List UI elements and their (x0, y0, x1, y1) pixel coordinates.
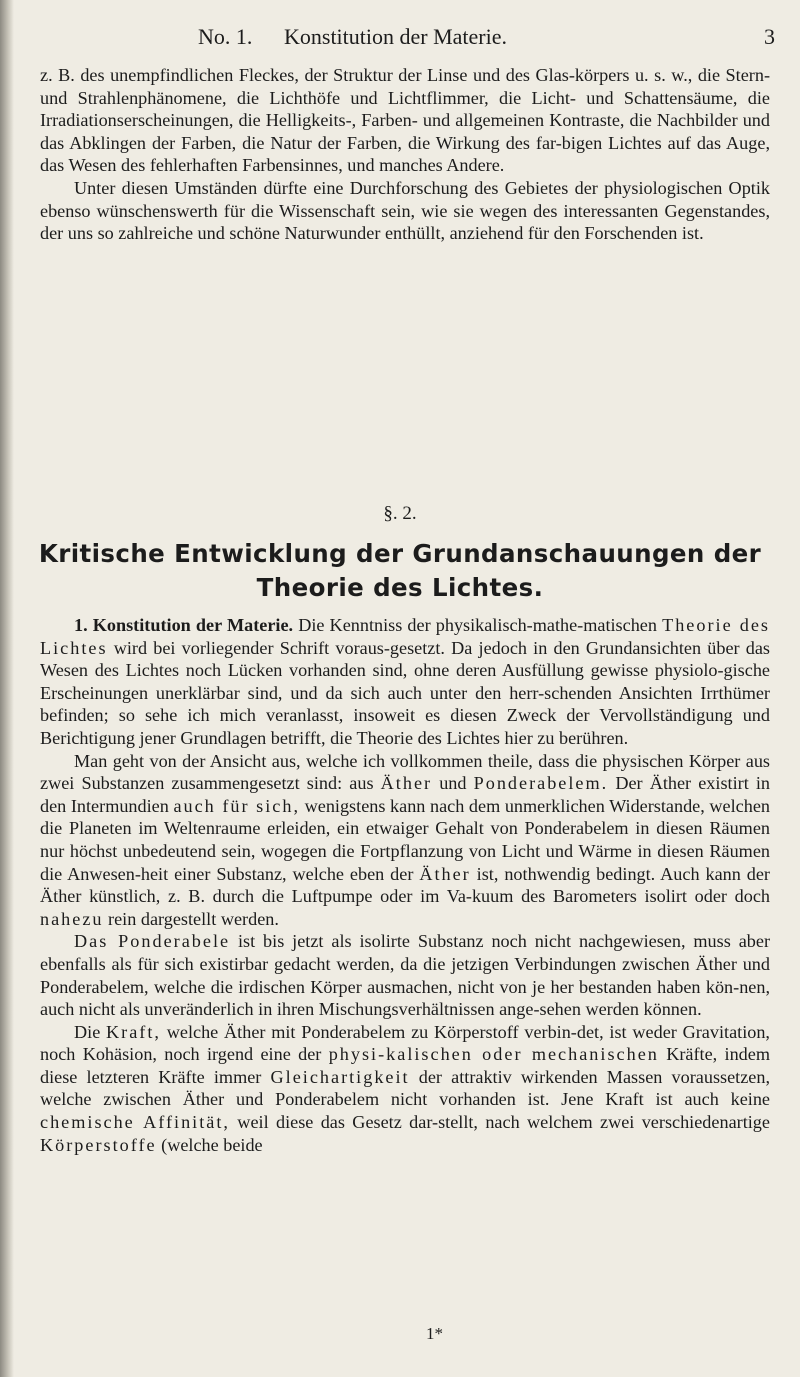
emphasis: Das Ponderabele (74, 931, 231, 952)
body-paragraph: Das Ponderabele ist bis jetzt als isolirte Substanz noch nicht nachgewiesen, muss aber ebenfalls als für sich existirbar gedacht werden, da die jetzigen Verbindungen zwischen Äther und Ponderabelem, welche die irdischen Körper ausmachen, nicht von je her bestanden haben kön-nen, auch nicht als unveränderlich in ihren Mischungsverhältnissen ange-sehen werden können. (40, 931, 770, 1020)
binding-gutter (0, 0, 14, 1377)
emphasis: nahezu (40, 908, 104, 929)
header-title: Konstitution der Materie. (284, 24, 508, 49)
header-number: No. 1. (198, 24, 253, 49)
signature-mark: 1* (426, 1324, 443, 1343)
intro-paragraph: z. B. des unempfindlichen Fleckes, der Struktur der Linse und des Glas-körpers u. s. w., die Stern- und Strahlenphänomene, die Lichthöfe und Lichtflimmer, die Licht- und Schattensäume, die Irradiationserscheinungen, die Helligkeits-, Farben- und allgemeinen Kontraste, die Nachbilder und das Abklingen der Farben, die Natur der Farben, die Wirkung des far-bigen Lichtes auf das Auge, das Wesen des fehlerhaften Farbensinnes, und manches Andere. (40, 65, 770, 176)
emphasis: physi-kalischen oder mechanischen (328, 1044, 659, 1065)
emphasis: chemische Affinität, (40, 1112, 230, 1133)
section-number: §. 2. (383, 503, 417, 524)
emphasis: Äther (380, 773, 433, 794)
running-header (0, 22, 800, 56)
emphasis: Äther (419, 863, 471, 884)
emphasis: Gleichartigkeit (270, 1066, 410, 1087)
section-heading (20, 537, 780, 605)
body-paragraph: Die Kraft, welche Äther mit Ponderabelem zu Körperstoff verbin-det, ist weder Gravitation, noch Kohäsion, noch irgend eine der physi-kalischen oder mechanischen Kräfte, indem diese letzteren Kräfte immer Gleichartigkeit der attraktiv wirkenden Massen voraussetzen, welche zwischen Äther und Ponderabelem nicht vorhanden ist. Jene Kraft ist auch keine chemische Affinität, weil diese das Gesetz dar-stellt, nach welchem zwei verschiedenartige Körperstoffe (welche beide (40, 1021, 771, 1155)
emphasis: Körperstoffe (40, 1134, 157, 1155)
body-paragraph: 1. Konstitution der Materie. Die Kenntniss der physikalisch-mathe-matischen Theorie des Lichtes wird bei vorliegender Schrift voraus-gesetzt. Da jedoch in den Grundansichten über das Wesen des Lichtes noch Lücken vorhanden sind, ohne deren Ausfüllung gewisse physiolo-gische Erscheinungen unerklärbar sind, und da sich auch unter den herr-schenden Ansichten Irrthümer befinden; so sehe ich mich veranlasst, insoweit es diesen Zweck der Vervollständigung und Berichtigung jener Grundlagen betrifft, die Theorie des Lichtes hier zu berühren. (40, 615, 771, 748)
heading-line: Kritische Entwicklung der Grundanschauungen der (38, 539, 762, 568)
intro-text (40, 64, 770, 245)
intro-paragraph: Unter diesen Umständen dürfte eine Durchforschung des Gebietes der physiologischen Optik ebenso wünschenswerth für die Wissenschaft sein, wie sie wegen des interessanten Gegenstandes, der uns so zahlreiche und schöne Naturwunder enthüllt, anziehend für den Forschenden ist. (40, 177, 770, 244)
emphasis: Ponderabelem. (473, 773, 609, 794)
subsection-title: 1. Konstitution der Materie. (74, 615, 294, 635)
heading-line: Theorie des Lichtes. (256, 573, 544, 602)
emphasis: auch für sich, (173, 795, 301, 816)
emphasis: Kraft, (106, 1021, 161, 1042)
body-paragraph: Man geht von der Ansicht aus, welche ich vollkommen theile, dass die physischen Körper aus zwei Substanzen zusammengesetzt sind: aus Äther und Ponderabelem. Der Äther existirt in den Intermundien auch für sich, wenigstens kann nach dem unmerklichen Widerstande, welchen die Planeten im Weltenraume erleiden, ein etwaiger Gehalt von Ponderabelem in diesen Räumen nur höchst unbedeutend sein, wogegen die Fortpflanzung von Licht und Wärme in diesen Räumen die Anwesen-heit einer Substanz, welche eben der Äther ist, nothwendig bedingt. Auch kann der Äther künstlich, z. B. durch die Luftpumpe oder im Va-kuum des Barometers isolirt oder doch nahezu rein dargestellt werden. (40, 750, 771, 929)
body-text (40, 614, 770, 1156)
page-number: 3 (764, 24, 775, 49)
emphasis: Theorie des Lichtes (40, 615, 771, 658)
